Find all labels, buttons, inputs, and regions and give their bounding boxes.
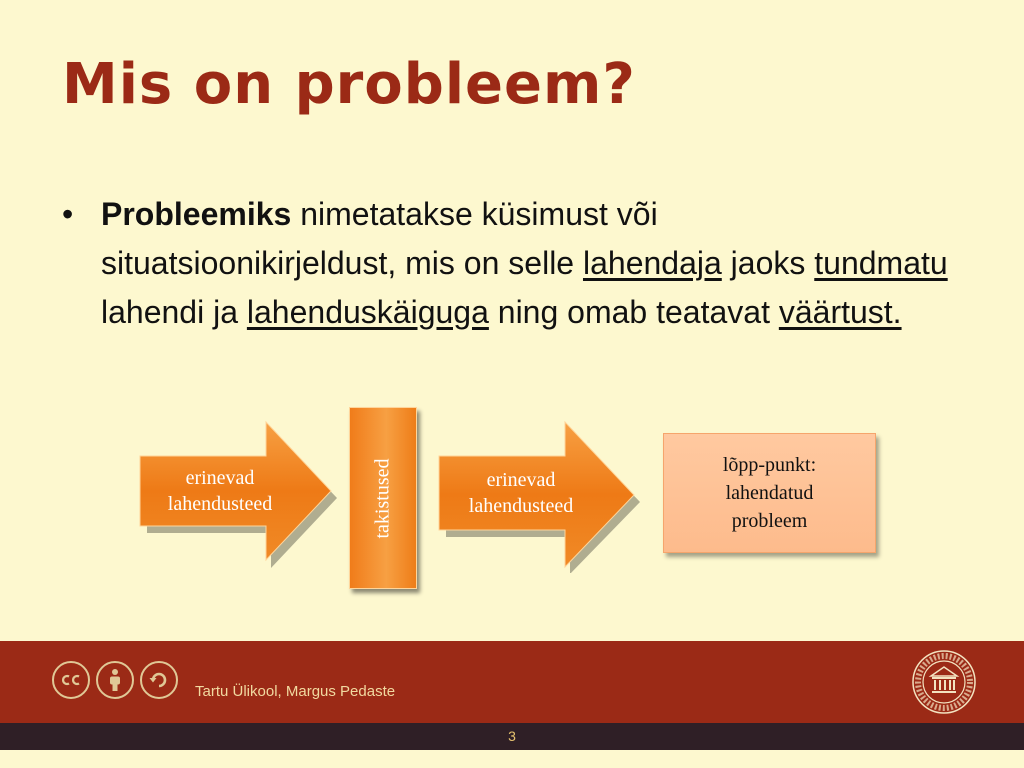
underlined-term-lahendaja: lahendaja (582, 245, 722, 281)
endpoint-box (663, 433, 876, 553)
underlined-term-lahenduskaiguga: lahenduskäiguga (246, 294, 489, 330)
footer-credit: Tartu Ülikool, Margus Pedaste (195, 683, 396, 700)
endpoint-label-line: lõpp-punkt: (722, 454, 817, 476)
page-number: 3 (508, 728, 516, 744)
by-icon (96, 661, 134, 699)
endpoint-label-line: probleem (731, 510, 808, 532)
underlined-term-vaartust: väärtust. (778, 294, 902, 330)
barrier-box (349, 407, 417, 589)
bold-term: Probleemiks (101, 196, 292, 232)
bullet-text (101, 190, 961, 337)
text-segment: nimetatakse küsimust või situatsioonikirjeldust, mis on selle (101, 196, 658, 281)
slide-title: Mis on probleem? (62, 52, 636, 117)
cc-icon (52, 661, 90, 699)
arrow-label-line: lahendusteed (167, 493, 273, 515)
license-icons (52, 661, 178, 699)
arrow-label-line: erinevad (486, 469, 556, 491)
sa-icon (140, 661, 178, 699)
endpoint-label-line: lahendatud (725, 482, 814, 504)
bullet-marker: • (62, 196, 74, 232)
university-seal-icon (911, 649, 977, 715)
underlined-term-tundmatu: tundmatu (814, 245, 948, 281)
arrow-solution-paths-1 (138, 418, 338, 568)
barrier-label: takistused (371, 458, 394, 538)
text-segment: lahendi ja (101, 294, 247, 330)
text-segment: ning omab teatavat (488, 294, 779, 330)
arrow-label-line: lahendusteed (468, 495, 574, 517)
arrow-label-line: erinevad (185, 467, 255, 489)
text-segment: jaoks (721, 245, 815, 281)
arrow-solution-paths-2 (437, 418, 642, 573)
